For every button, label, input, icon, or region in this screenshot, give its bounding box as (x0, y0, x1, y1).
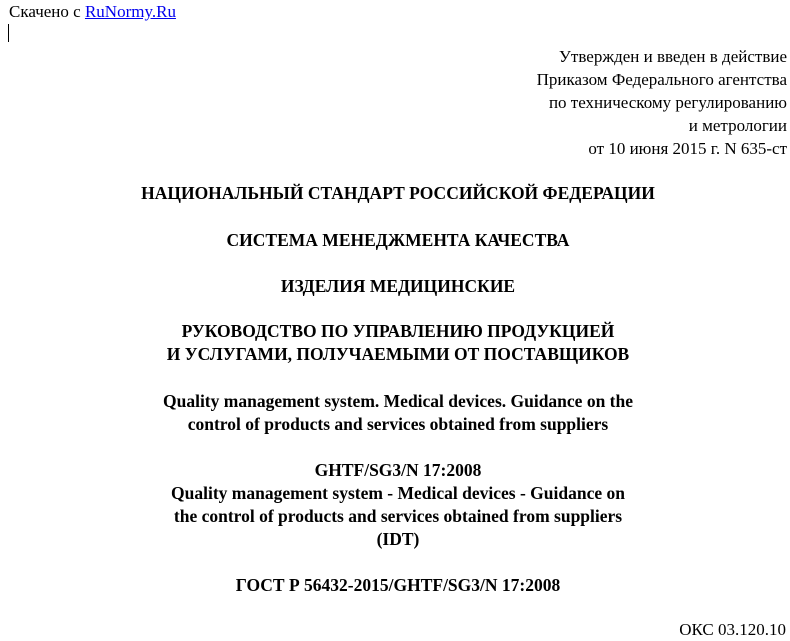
national-standard-title: НАЦИОНАЛЬНЫЙ СТАНДАРТ РОССИЙСКОЙ ФЕДЕРАЦИИ (141, 183, 655, 203)
english-title-line: Quality management system. Medical devices. Guidance on the (162, 391, 634, 411)
ghtf-title-line: (IDT) (376, 529, 420, 549)
download-source-line (9, 2, 176, 22)
approval-line: от 10 июня 2015 г. N 635-ст (588, 139, 787, 158)
guide-title-line: И УСЛУГАМИ, ПОЛУЧАЕМЫМИ ОТ ПОСТАВЩИКОВ (166, 344, 630, 364)
gost-code: ГОСТ Р 56432-2015/GHTF/SG3/N 17:2008 (235, 575, 561, 595)
approval-line: Утвержден и введен в действие (558, 47, 787, 66)
approval-line: Приказом Федерального агентства (536, 70, 787, 89)
ghtf-code: GHTF/SG3/N 17:2008 (314, 460, 482, 480)
devices-title: ИЗДЕЛИЯ МЕДИЦИНСКИЕ (280, 276, 516, 296)
ghtf-title-line: Quality management system - Medical devices - Guidance on (171, 483, 625, 503)
guide-title (0, 320, 790, 366)
english-title-line: control of products and services obtained from suppliers (187, 414, 609, 434)
okc-code: ОКС 03.120.10 (679, 620, 786, 639)
english-title (0, 390, 790, 436)
ghtf-title-line: the control of products and services obtained from suppliers (173, 506, 623, 526)
guide-title-line: РУКОВОДСТВО ПО УПРАВЛЕНИЮ ПРОДУКЦИЕЙ (181, 321, 615, 341)
download-prefix: Скачено с (9, 2, 81, 21)
approval-line: по техническому регулированию (548, 93, 787, 112)
ghtf-block (0, 459, 790, 551)
system-title: СИСТЕМА МЕНЕДЖМЕНТА КАЧЕСТВА (226, 230, 570, 250)
runormy-link[interactable]: RuNormy.Ru (84, 2, 176, 21)
approval-block (537, 45, 787, 160)
approval-line: и метрологии (688, 116, 787, 135)
text-caret (8, 24, 9, 42)
